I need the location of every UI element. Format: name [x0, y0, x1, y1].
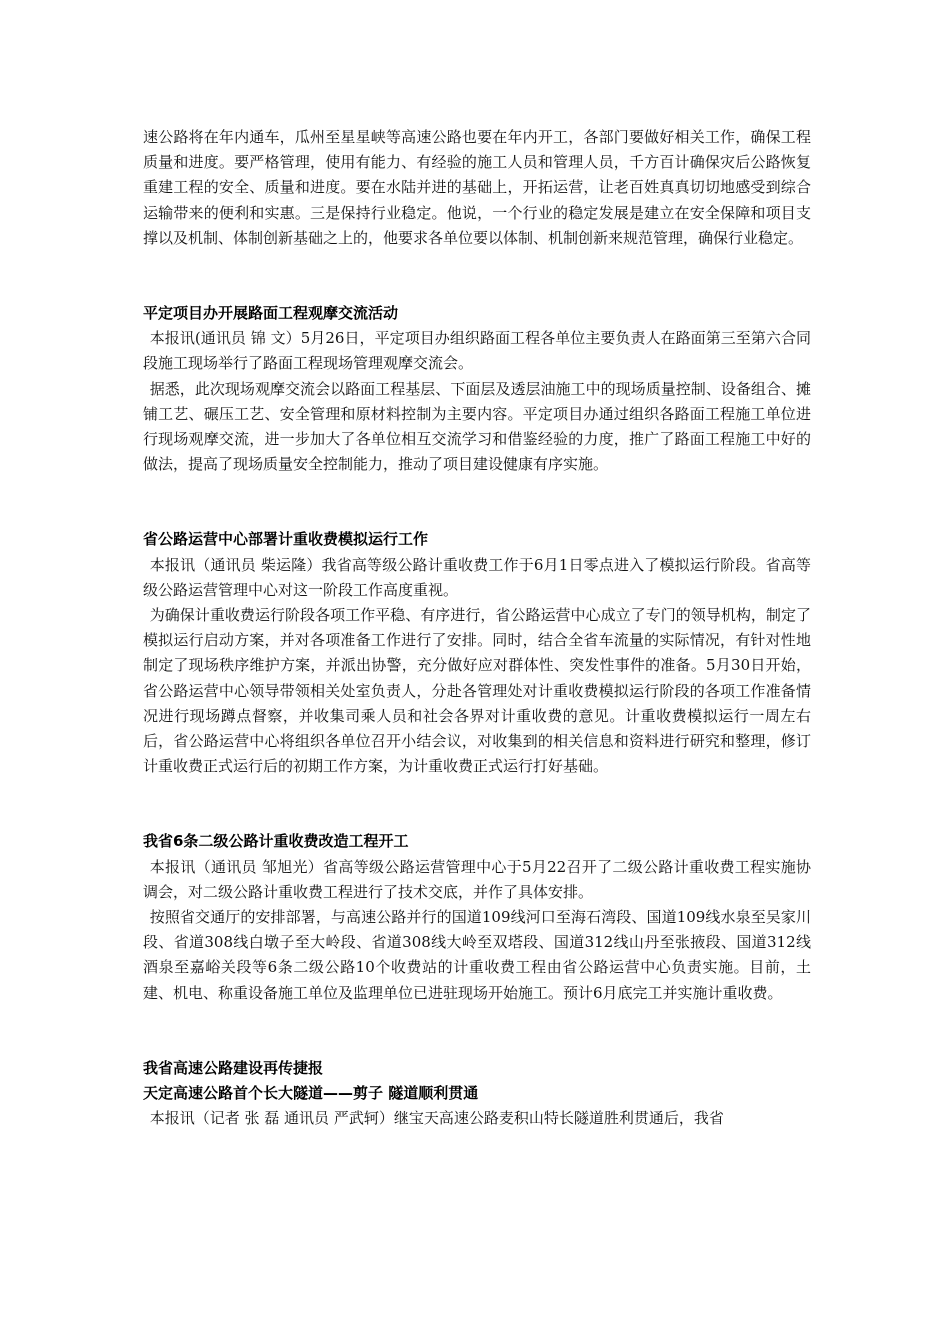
article-tunnel — [143, 1056, 811, 1132]
article-headline: 我省高速公路建设再传捷报 — [143, 1058, 324, 1077]
article-pingding — [143, 301, 811, 477]
article-paragraph: 本报讯（通讯员 邹旭光）省高等级公路运营管理中心于5月22召开了二级公路计重收费工程实施协调会，对二级公路计重收费工程进行了技术交底，并作了具体安排。 — [143, 857, 811, 901]
article-paragraph: 本报讯（记者 张 磊 通讯员 严武轲）继宝天高速公路麦积山特长隧道胜利贯通后，我省 — [149, 1109, 724, 1128]
article-paragraph: 为确保计重收费运行阶段各项工作平稳、有序进行，省公路运营中心成立了专门的领导机构，制定了模拟运行启动方案，并对各项准备工作进行了安排。同时，结合全省车流量的实际情况，有针对性地制定了现场秩序维护方案，并派出协警，充分做好应对群体性、突发性事件的准备。5月30日开始，省公路运营中心领导带领相关处室负责人，分赴各管理处对计重收费模拟运行阶段的各项工作准备情况进行现场蹲点督察，并收集司乘人员和社会各界对计重收费的意见。计重收费模拟运行一周左右后，省公路运营中心将组织各单位召开小结会议，对收集到的相关信息和资料进行研究和整理，修订计重收费正式运行后的初期工作方案，为计重收费正式运行打好基础。 — [143, 606, 811, 776]
article-headline: 我省6条二级公路计重收费改造工程开工 — [143, 832, 409, 851]
article-headline: 平定项目办开展路面工程观摩交流活动 — [143, 304, 399, 323]
article-paragraph: 据悉，此次现场观摩交流会以路面工程基层、下面层及透层油施工中的现场质量控制、设备组合、摊铺工艺、碾压工艺、安全管理和原材料控制为主要内容。平定项目办通过组织各路面工程施工单位进行现场观摩交流，进一步加大了各单位相互交流学习和借鉴经验的力度，推广了路面工程施工中好的做法，提高了现场质量安全控制能力，推动了项目建设健康有序实施。 — [143, 379, 811, 474]
article-paragraph: 本报讯（通讯员 柴运隆）我省高等级公路计重收费工作于6月1日零点进入了模拟运行阶段。省高等级公路运营管理中心对这一阶段工作高度重视。 — [143, 555, 811, 599]
article-weight-toll-trial — [143, 527, 811, 779]
document-body — [143, 125, 811, 1132]
intro-paragraph: 速公路将在年内通车，瓜州至星星峡等高速公路也要在年内开工，各部门要做好相关工作，确保工程质量和进度。要严格管理，使用有能力、有经验的施工人员和管理人员，千方百计确保灾后公路恢复重建工程的安全、质量和进度。要在水陆并进的基础上，开拓运营，让老百姓真真切切地感受到综合运输带来的便利和实惠。三是保持行业稳定。他说，一个行业的稳定发展是建立在安全保障和项目支撑以及机制、体制创新基础之上的，他要求各单位要以体制、机制创新来规范管理，确保行业稳定。 — [143, 128, 811, 247]
article-paragraph: 按照省交通厅的安排部署，与高速公路并行的国道109线河口至海石湾段、国道109线水泉至吴家川段、省道308线白墩子至大岭段、省道308线大岭至双塔段、国道312线山丹至张掖段、国道312线酒泉至嘉峪关段等6条二级公路10个收费站的计重收费工程由省公路运营中心负责实施。目前，土建、机电、称重设备施工单位及监理单位已进驻现场开始施工。预计6月底完工并实施计重收费。 — [143, 908, 811, 1002]
article-secondary-roads — [143, 829, 811, 1005]
article-paragraph: 本报讯(通讯员 锦 文）5月26日，平定项目办组织路面工程各单位主要负责人在路面第三至第六合同段施工现场举行了路面工程现场管理观摩交流会。 — [143, 329, 811, 373]
article-headline: 省公路运营中心部署计重收费模拟运行工作 — [143, 530, 429, 549]
article-subheadline: 天定高速公路首个长大隧道——剪子 隧道顺利贯通 — [143, 1084, 479, 1103]
